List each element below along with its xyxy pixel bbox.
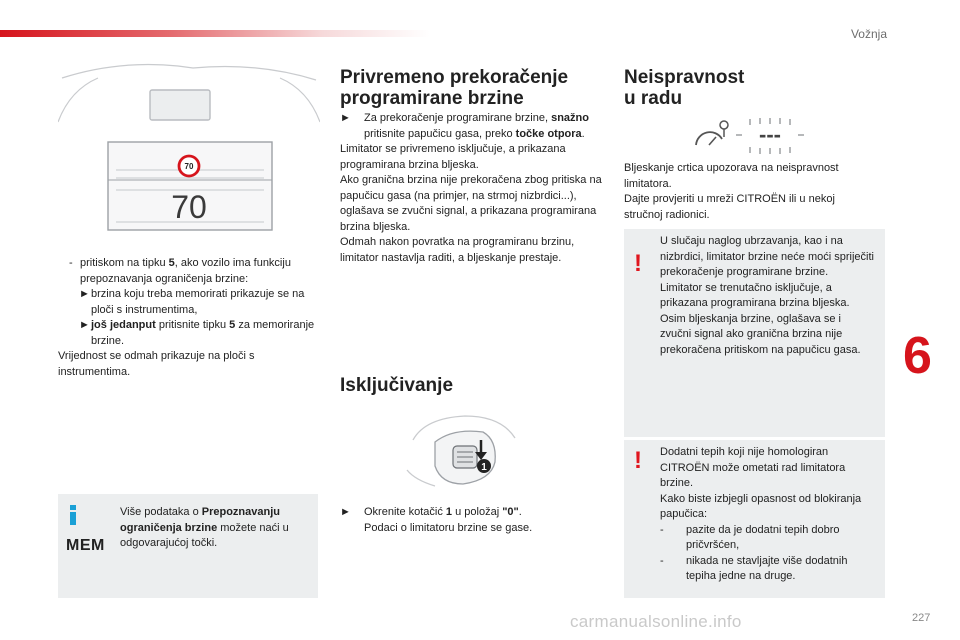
warning-1-text: U slučaju naglog ubrzavanja, kao i na nizbrdici, limitator brzine neće moći spriječiti prekoračenje programirane brzine. Limitator se trenutačno isključuje, a prikazana programirana brzina bljeska. Osim bljeskanja brzine, oglašava se i zvučni signal ako granična brzina nije prekoračena pritiskom na papučicu gasa. bbox=[660, 235, 874, 356]
section-title-override: Privremeno prekoračenje programirane brzine bbox=[340, 67, 569, 109]
chapter-number: 6 bbox=[903, 327, 932, 385]
warning-2-item: - pazite da je dodatni tepih dobro pričvršćen, bbox=[660, 523, 840, 551]
instrument-panel-illustration bbox=[58, 60, 320, 234]
arrow-bullet-icon: ► bbox=[79, 288, 90, 300]
sub-item-press-again: ►još jedanput pritisnite tipku 5 za memoriranje brzine. bbox=[79, 319, 315, 347]
override-para-3: Odmah nakon povratka na programiranu brzinu, limitator nastavlja raditi, a bljeskanje prestaje. bbox=[340, 236, 575, 264]
arrow-bullet-icon: ► bbox=[340, 112, 351, 124]
sub-item-shown-speed: ►brzina koju treba memorirati prikazuje se na ploči s instrumentima, bbox=[79, 288, 305, 316]
malfunction-para-1: Bljeskanje crtica upozorava na neispravnost limitatora. bbox=[624, 162, 839, 190]
dash-bullet: - bbox=[69, 257, 73, 269]
malfunction-para-2: Dajte provjeriti u mreži CITROËN ili u nekoj stručnoj radionici. bbox=[624, 193, 835, 221]
arrow-bullet-icon: ► bbox=[340, 506, 351, 518]
override-text bbox=[340, 111, 602, 266]
limiter-fault-display-icon bbox=[690, 115, 810, 157]
knob-callout-number: 1 bbox=[481, 462, 487, 473]
warning-icon: ! bbox=[634, 447, 642, 474]
switch-off-instruction: ► Okrenite kotačić 1 u položaj "0". bbox=[340, 505, 602, 521]
override-bullet: ► Za prekoračenje programirane brzine, snažno pritisnite papučicu gasa, preko točke otpora. bbox=[340, 112, 589, 140]
warning-2-text: Dodatni tepih koji nije homologiran CITROËN može ometati rad limitatora brzine. Kako biste izbjegli opasnost od blokiranja papučica: - pazite da je dodatni tepih dobro pričvršćen, - nikada ne stavljajte više dodatnih tepiha jedne na druge. bbox=[660, 445, 875, 585]
arrow-bullet-icon: ► bbox=[79, 319, 90, 331]
dash-bullet: - bbox=[660, 554, 664, 567]
left-procedure bbox=[58, 256, 323, 380]
bullet-key5-intro: - pritiskom na tipku 5, ako vozilo ima funkciju prepoznavanja ograničenja brzine: bbox=[69, 257, 291, 285]
section-title: Vožnja bbox=[850, 27, 887, 41]
switch-off-result: Podaci o limitatoru brzine se gase. bbox=[364, 521, 533, 534]
dashboard-speed-readout: 70 bbox=[171, 189, 207, 225]
page-number: 227 bbox=[912, 612, 931, 624]
malfunction-text bbox=[624, 161, 874, 223]
watermark-text: carmanualsonline.info bbox=[570, 612, 742, 631]
warning-icon: ! bbox=[634, 250, 642, 277]
override-para-1: Limitator se privremeno isključuje, a prikazana programirana brzina bljeska. bbox=[340, 143, 566, 171]
closing-note: Vrijednost se odmah prikazuje na ploči s instrumentima. bbox=[58, 350, 255, 378]
section-title-switch-off: Isključivanje bbox=[340, 375, 454, 396]
section-title-malfunction: Neispravnost u radu bbox=[624, 67, 745, 109]
flashing-dashes-readout: --- bbox=[759, 122, 781, 147]
info-text: Više podataka o Prepoznavanju ograničenja brzine možete naći u odgovarajućoj točki. bbox=[120, 506, 289, 549]
header-accent-bar bbox=[0, 30, 430, 37]
steering-wheel-knob-illustration bbox=[405, 410, 525, 490]
switch-off-text bbox=[340, 505, 602, 536]
override-para-2: Ako granična brzina nije prekoračena zbog pritiska na papučicu gasa (na primjer, na strmoj nizbrdici...), oglašava se zvučni signal, a prikazana programirana brzina bljeska. bbox=[340, 174, 602, 233]
speed-limit-sign-value: 70 bbox=[184, 162, 194, 171]
warning-2-item: - nikada ne stavljajte više dodatnih tepiha jedne na druge. bbox=[660, 554, 848, 582]
memo-label: MEM bbox=[66, 537, 105, 554]
info-icon bbox=[66, 505, 80, 525]
dash-bullet: - bbox=[660, 523, 664, 536]
